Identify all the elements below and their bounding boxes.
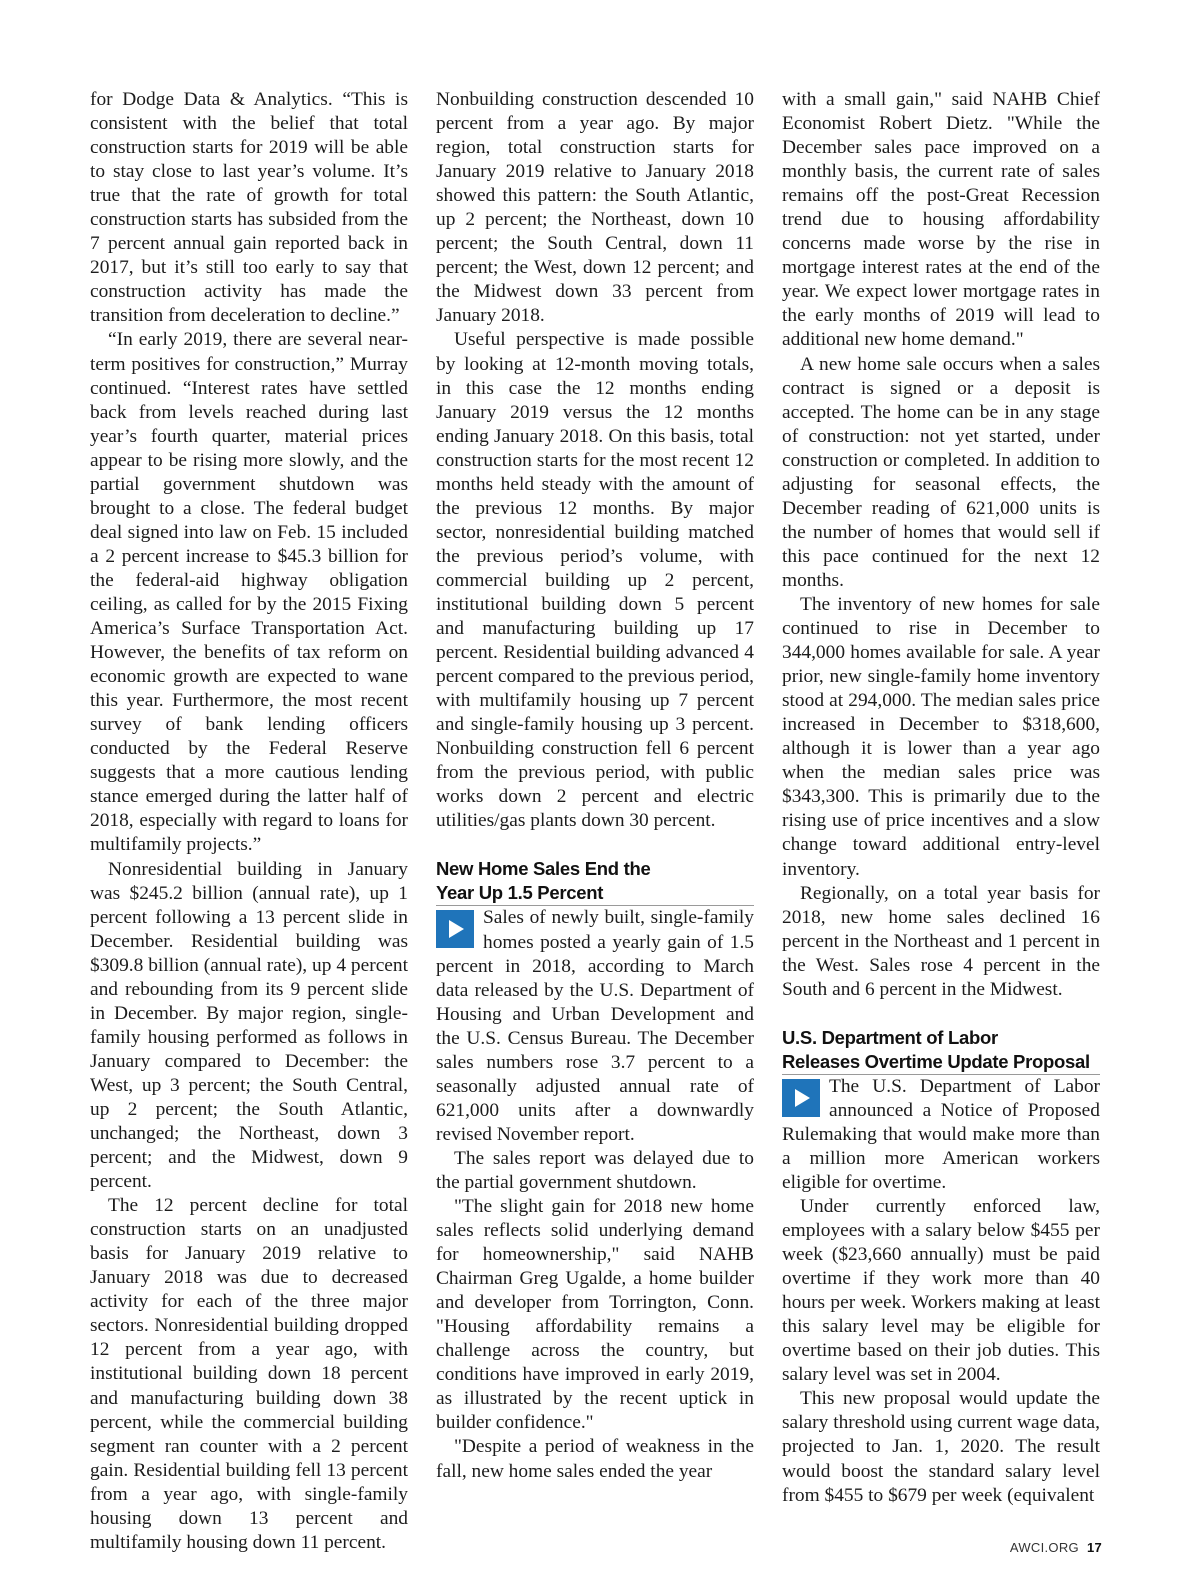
heading-line: New Home Sales End the bbox=[436, 858, 651, 880]
paragraph: The sales report was delayed due to the partial government shutdown. bbox=[436, 1147, 754, 1193]
paragraph: This new proposal would update the salary threshold using current wage data, projected to Jan. 1, 2020. The result would boost the standard salary level from $455 to $679 per week (equivalent bbox=[782, 1388, 1100, 1506]
heading-line: Releases Overtime Update Proposal bbox=[782, 1050, 1090, 1072]
heading-line: Year Up 1.5 Percent bbox=[436, 882, 604, 904]
section-heading-new-home-sales bbox=[436, 857, 754, 906]
page-footer bbox=[990, 1540, 1102, 1555]
paragraph: Nonbuilding construction descended 10 percent from a year ago. By major region, total construction starts for January 2019 relative to January 2018 showed this pattern: the South Atlantic, up 2 percent; the Northeast, down 10 percent; the South Central, down 11 percent; the West, down 12 percent; and the Midwest down 33 percent from January 2018. bbox=[436, 89, 754, 327]
text-column-1 bbox=[90, 88, 408, 1555]
text-column-3 bbox=[782, 88, 1100, 1508]
paragraph: Under currently enforced law, employees with a salary below $455 per week ($23,660 annually) must be paid overtime if they work more than 40 hours per week. Workers making at least this salary level may be eligible for overtime based on their job duties. This salary level was set in 2004. bbox=[782, 1196, 1100, 1386]
paragraph: “In early 2019, there are several near-term positives for construction,” Murray continued. “Interest rates have settled back from levels reached during last year’s fourth quarter, material prices appear to be rising more slowly, and the partial government shutdown was brought to a close. The federal budget deal signed into law on Feb. 15 included a 2 percent increase to $45.3 billion for the federal-aid highway obligation ceiling, as called for by the 2015 Fixing America’s Surface Transportation Act. However, the benefits of tax reform on economic growth are expected to wane this year. Furthermore, the most recent survey of bank lending officers conducted by the Federal Reserve suggests that a more cautious lending stance emerged during the latter half of 2018, especially with regard to loans for multifamily projects.” bbox=[90, 329, 408, 856]
paragraph: for Dodge Data & Analytics. “This is consistent with the belief that total construction starts for 2019 will be able to stay close to last year’s volume. It’s true that the rate of growth for total construction starts has subsided from the 7 percent annual gain reported back in 2017, but it’s still too early to say that construction activity has made the transition from deceleration to decline.” bbox=[90, 89, 408, 327]
paragraph: The 12 percent decline for total construction starts on an unadjusted basis for January 2019 relative to January 2018 was due to decreased activity for each of the three major sectors. Nonresidential building dropped 12 percent from a year ago, with institutional building down 18 percent and manufacturing building down 38 percent, while the commercial building segment ran counter with a 2 percent gain. Residential building fell 13 percent from a year ago, with single-family housing down 13 percent and multifamily housing down 11 percent. bbox=[90, 1195, 408, 1553]
paragraph: "The slight gain for 2018 new home sales reflects solid underlying demand for homeownership," said NAHB Chairman Greg Ugalde, a home builder and developer from Torrington, Conn. "Housing affordability remains a challenge across the country, but conditions have improved in early 2019, as illustrated by the recent uptick in builder confidence." bbox=[436, 1196, 754, 1434]
paragraph: Sales of newly built, single-family homes posted a yearly gain of 1.5 percent in 2018, according to March data released by the U.S. Department of Housing and Urban Development and the U.S. Census Bureau. The December sales numbers rose 3.7 percent to a seasonally adjusted annual rate of 621,000 units after a downwardly revised November report. bbox=[436, 907, 754, 1145]
paragraph: with a small gain," said NAHB Chief Economist Robert Dietz. "While the December sales pace improved on a monthly basis, the current rate of sales remains off the post-Great Recession trend due to housing affordability concerns made worse by the rise in mortgage interest rates at the end of the year. We expect lower mortgage rates in the early months of 2019 will lead to additional new home demand." bbox=[782, 89, 1100, 351]
paragraph: The inventory of new homes for sale continued to rise in December to 344,000 homes available for sale. A year prior, new single-family home inventory stood at 294,000. The median sales price increased in December to $318,600, although it is lower than a year ago when the median sales price was $343,300. This is primarily due to the rising use of price incentives and a slow change toward additional entry-level inventory. bbox=[782, 593, 1100, 880]
paragraph: The U.S. Department of Labor announced a Notice of Proposed Rulemaking that would make more than a million more American workers eligible for overtime. bbox=[782, 1075, 1100, 1193]
paragraph: "Despite a period of weakness in the fall, new home sales ended the year bbox=[436, 1436, 754, 1482]
heading-line: U.S. Department of Labor bbox=[782, 1026, 998, 1048]
paragraph: Useful perspective is made possible by looking at 12-month moving totals, in this case the 12 months ending January 2019 versus the 12 months ending January 2018. On this basis, total construction starts for the most recent 12 months held steady with the amount of the previous 12 months. By major sector, nonresidential building matched the previous period’s volume, with commercial building up 2 percent, institutional building down 5 percent and manufacturing building up 17 percent. Residential building advanced 4 percent compared to the previous period, with multifamily housing up 7 percent and single-family housing up 3 percent. Nonbuilding construction fell 6 percent from the previous period, with public works down 2 percent and electric utilities/gas plants down 30 percent. bbox=[436, 329, 754, 832]
play-icon bbox=[436, 910, 474, 948]
play-icon bbox=[782, 1079, 820, 1117]
page-number: 17 bbox=[1086, 1540, 1102, 1555]
paragraph: Nonresidential building in January was $245.2 billion (annual rate), up 1 percent following a 13 percent slide in December. Residential building was $309.8 billion (annual rate), up 4 percent and rebounding from its 9 percent slide in December. By major region, single-family housing performed as follows in January compared to December: the West, up 3 percent; the South Central, up 2 percent; the South Atlantic, unchanged; the Northeast, down 3 percent; and the Midwest, down 9 percent. bbox=[90, 858, 408, 1193]
text-column-2 bbox=[436, 88, 754, 1484]
paragraph: A new home sale occurs when a sales contract is signed or a deposit is accepted. The home can be in any stage of construction: not yet started, under construction or completed. In addition to adjusting for seasonal effects, the December reading of 621,000 units is the number of homes that would sell if this pace continued for the next 12 months. bbox=[782, 353, 1100, 591]
footer-site-link[interactable]: AWCI.ORG bbox=[1009, 1540, 1079, 1555]
section-heading-labor-overtime bbox=[782, 1026, 1100, 1075]
paragraph: Regionally, on a total year basis for 2018, new home sales declined 16 percent in the Northeast and 1 percent in the West. Sales rose 4 percent in the South and 6 percent in the Midwest. bbox=[782, 882, 1100, 1000]
